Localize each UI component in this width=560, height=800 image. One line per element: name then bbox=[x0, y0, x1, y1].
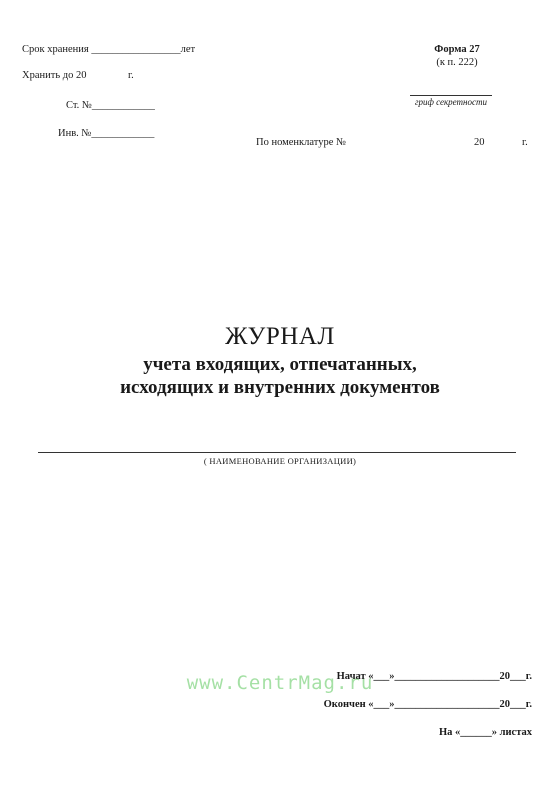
secrecy-line bbox=[410, 95, 492, 96]
year-prefix: 20 bbox=[474, 137, 485, 148]
keep-until-suffix: г. bbox=[128, 70, 134, 81]
nomenclature-label: По номенклатуре № bbox=[256, 137, 347, 148]
keep-until: Хранить до 20 bbox=[22, 70, 87, 81]
storage-period: Срок хранения _________________лет bbox=[22, 44, 196, 55]
finished-line: Окончен «___»____________________20___г. bbox=[323, 699, 532, 710]
journal-subtitle-line1: учета входящих, отпечатанных, bbox=[143, 354, 417, 375]
year-suffix: г. bbox=[522, 137, 528, 148]
organization-caption: ( НАИМЕНОВАНИЕ ОРГАНИЗАЦИИ) bbox=[203, 456, 357, 466]
form-title: Форма 27 bbox=[434, 44, 480, 55]
st-number: Ст. №____________ bbox=[66, 100, 155, 111]
secrecy-label: гриф секретности bbox=[414, 97, 488, 107]
inv-number: Инв. №____________ bbox=[58, 128, 155, 139]
journal-subtitle-line2: исходящих и внутренних документов bbox=[120, 377, 440, 398]
watermark-text: www.CentrMag.ru bbox=[186, 672, 374, 694]
started-line: Начат «___»____________________20___г. bbox=[336, 671, 532, 682]
form-reference: (к п. 222) bbox=[436, 57, 478, 68]
journal-title: ЖУРНАЛ bbox=[225, 323, 335, 350]
sheets-line: На «______» листах bbox=[438, 727, 532, 738]
organization-line bbox=[38, 452, 516, 453]
